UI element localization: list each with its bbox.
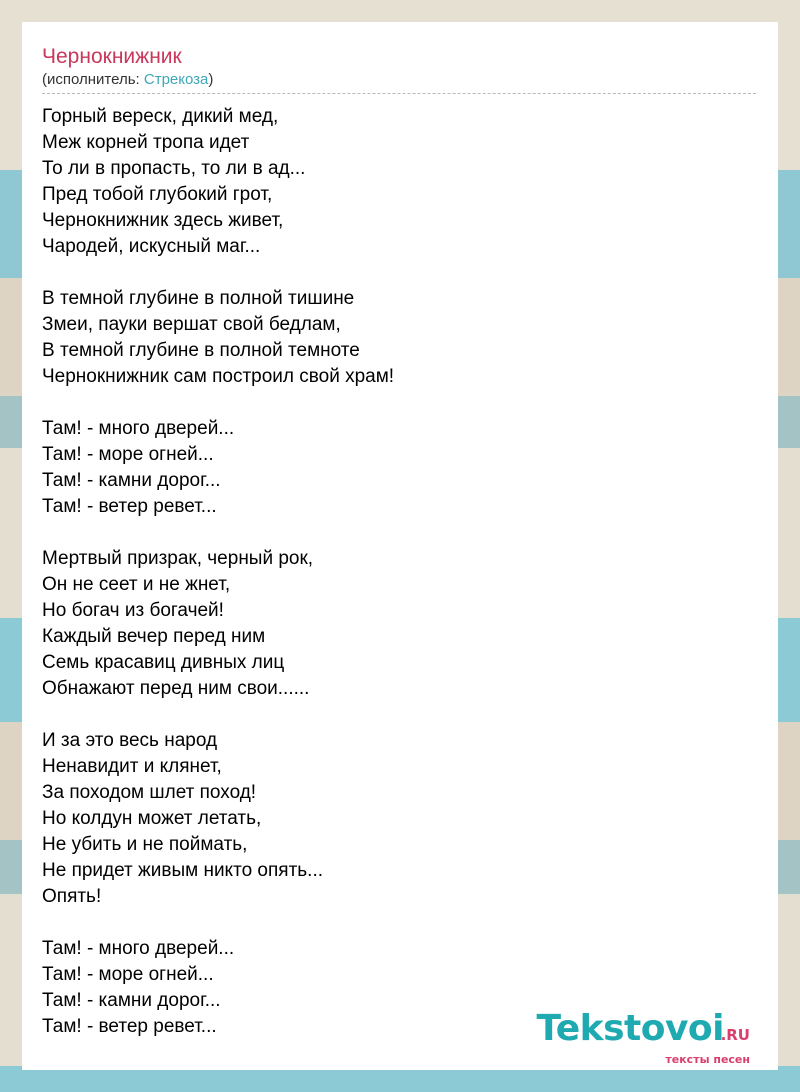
lyrics-line: Там! - море огней... xyxy=(42,964,214,985)
lyrics-line: Мертвый призрак, черный рок, xyxy=(42,548,314,569)
logo-tld: .RU xyxy=(720,1026,750,1044)
lyrics-stanza xyxy=(42,728,758,910)
lyrics-stanza xyxy=(42,416,758,520)
lyrics-line: Чернокнижник сам построил свой храм! xyxy=(42,366,395,387)
lyrics-line: То ли в пропасть, то ли в ад... xyxy=(42,158,306,179)
lyrics-line: За походом шлет поход! xyxy=(42,782,257,803)
lyrics-line: И за это весь народ xyxy=(42,730,218,751)
lyrics-line: Там! - много дверей... xyxy=(42,938,235,959)
performer-suffix: ) xyxy=(208,71,214,88)
logo-wordmark: Tekstovoi xyxy=(536,1008,724,1049)
lyrics-line: Чернокнижник здесь живет, xyxy=(42,210,284,231)
lyrics-stanza xyxy=(42,546,758,702)
performer-line xyxy=(42,70,756,94)
lyrics-line: Ненавидит и клянет, xyxy=(42,756,222,777)
lyrics-line: Семь красавиц дивных лиц xyxy=(42,652,285,673)
lyrics-stanza xyxy=(42,104,758,260)
lyrics-line: Не придет живым никто опять... xyxy=(42,860,324,881)
song-title: Чернокнижник xyxy=(42,45,182,68)
performer-prefix: (исполнитель: xyxy=(42,71,144,88)
lyrics-line: Змеи, пауки вершат свой бедлам, xyxy=(42,314,341,335)
lyrics-line: Там! - ветер ревет... xyxy=(42,496,217,517)
artist-link[interactable]: Стрекоза xyxy=(143,71,209,88)
logo-tagline: тексты песен xyxy=(665,1053,750,1066)
lyrics-line: В темной глубине в полной тишине xyxy=(42,288,355,309)
lyrics-card xyxy=(22,22,778,1070)
lyrics-line: Но богач из богачей! xyxy=(42,600,224,621)
lyrics-line: Меж корней тропа идет xyxy=(42,132,250,153)
lyrics-line: Чародей, искусный маг... xyxy=(42,236,261,257)
lyrics-body xyxy=(42,104,758,1040)
lyrics-line: Горный вереск, дикий мед, xyxy=(42,106,279,127)
lyrics-line: Он не сеет и не жнет, xyxy=(42,574,231,595)
site-logo[interactable] xyxy=(538,1006,778,1070)
lyrics-line: Там! - ветер ревет... xyxy=(42,1016,217,1037)
lyrics-line: Но колдун может летать, xyxy=(42,808,262,829)
lyrics-line: Там! - камни дорог... xyxy=(42,990,221,1011)
lyrics-line: Там! - море огней... xyxy=(42,444,214,465)
lyrics-stanza xyxy=(42,286,758,390)
lyrics-line: В темной глубине в полной темноте xyxy=(42,340,360,361)
lyrics-line: Обнажают перед ним свои...... xyxy=(42,678,310,699)
lyrics-line: Каждый вечер перед ним xyxy=(42,626,266,647)
lyrics-line: Опять! xyxy=(42,886,102,907)
lyrics-line: Не убить и не поймать, xyxy=(42,834,248,855)
lyrics-line: Там! - много дверей... xyxy=(42,418,235,439)
lyrics-line: Там! - камни дорог... xyxy=(42,470,221,491)
lyrics-line: Пред тобой глубокий грот, xyxy=(42,184,273,205)
